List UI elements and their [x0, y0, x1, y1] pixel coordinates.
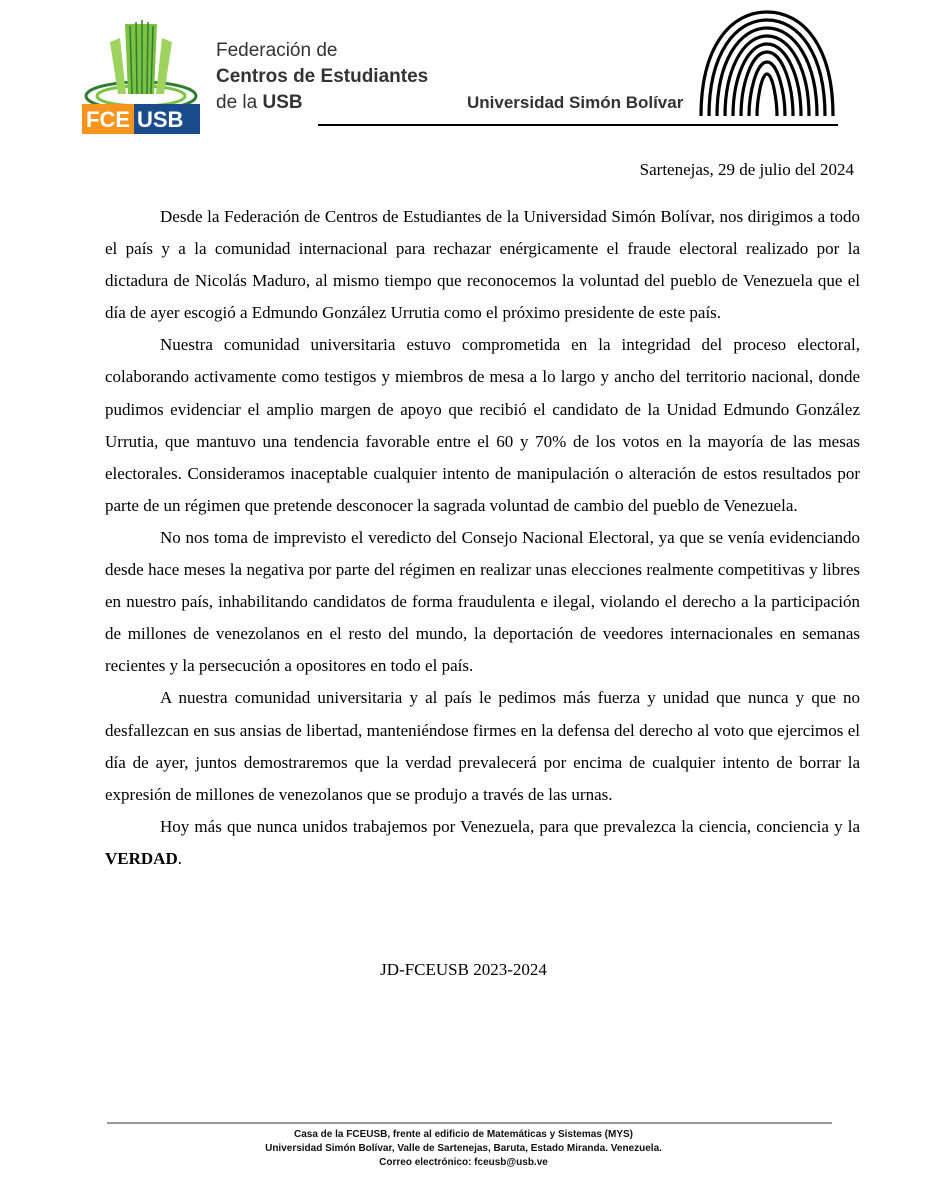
signature: JD-FCEUSB 2023-2024 [380, 960, 547, 979]
fceusb-logo-usb: USB [137, 107, 184, 132]
university-name: Universidad Simón Bolívar [467, 93, 684, 112]
paragraph-4: A nuestra comunidad universitaria y al país le pedimos más fuerza y unidad que nunca y que no desfallezcan en sus ansias de libertad, manteniéndose firmes en la defensa del derecho al voto que ejercimos el día de ayer, juntos demostraremos que la verdad prevalecerá por encima de cualquier intento de borrar la expresión de millones de venezolanos que se produjo a través de las urnas. [105, 688, 860, 804]
paragraph-1: Desde la Federación de Centros de Estudiantes de la Universidad Simón Bolívar, nos dirigimos a todo el país y a la comunidad internacional para rechazar enérgicamente el fraude electoral realizado por la dictadura de Nicolás Maduro, al mismo tiempo que reconocemos la voluntad del pueblo de Venezuela que el día de ayer escogió a Edmundo González Urrutia como el próximo presidente de este país. [105, 207, 860, 323]
federation-line-2: Centros de Estudiantes [216, 66, 429, 87]
closing-text: Hoy más que nunca unidos trabajemos por Venezuela, para que prevalezca la ciencia, conciencia y la [160, 816, 860, 836]
footer-email: Correo electrónico: fceusb@usb.ve [379, 1157, 548, 1168]
footer-address-line-1: Casa de la FCEUSB, frente al edificio de Matemáticas y Sistemas (MYS) [293, 1129, 633, 1140]
federation-name [216, 38, 428, 116]
paragraph-closing [105, 811, 860, 875]
paragraph-2: Nuestra comunidad universitaria estuvo comprometida en la integridad del proceso electoral, colaborando activamente como testigos y miembros de mesa a lo largo y ancho del territorio nacional, donde pudimos evidenciar el amplio margen de apoyo que recibió el candidato de la Unidad Edmundo González Urrutia, que mantuvo una tendencia favorable entre el 60 y 70% de los votos en la mayoría de las mesas electorales. Consideramos inaceptable cualquier intento de manipulación o alteración de estos resultados por parte de un régimen que pretende desconocer la sagrada voluntad de cambio del pueblo de Venezuela. [105, 335, 860, 515]
federation-line-3-bold: USB [262, 92, 303, 113]
closing-period: . [177, 848, 182, 868]
fceusb-logo [80, 14, 202, 136]
usb-logo [695, 6, 839, 124]
letterhead [0, 0, 927, 140]
paragraph-3: No nos toma de imprevisto el veredicto del Consejo Nacional Electoral, ya que se venía evidenciando desde hace meses la negativa por parte del régimen en realizar unas elecciones realmente competitivas y libres en nuestro país, inhabilitando candidatos de forma fraudulenta e ilegal, violando el derecho a la participación de millones de venezolanos en el resto del mundo, la deportación de veedores internacionales en semanas recientes y la persecución a opositores en todo el país. [105, 527, 860, 676]
header-divider [318, 124, 838, 126]
footer [0, 1128, 927, 1170]
footer-divider [107, 1122, 832, 1124]
federation-line-1: Federación de [216, 40, 338, 61]
fceusb-logo-fce: FCE [86, 107, 130, 132]
federation-line-3-prefix: de la [216, 92, 263, 113]
letter-body [105, 201, 860, 875]
closing-emphasis: VERDAD [105, 848, 178, 868]
footer-address-line-2: Universidad Simón Bolívar, Valle de Sartenejas, Baruta, Estado Miranda. Venezuela. [265, 1143, 662, 1154]
letter-date: Sartenejas, 29 de julio del 2024 [639, 160, 854, 179]
federation-line-3 [216, 90, 428, 116]
